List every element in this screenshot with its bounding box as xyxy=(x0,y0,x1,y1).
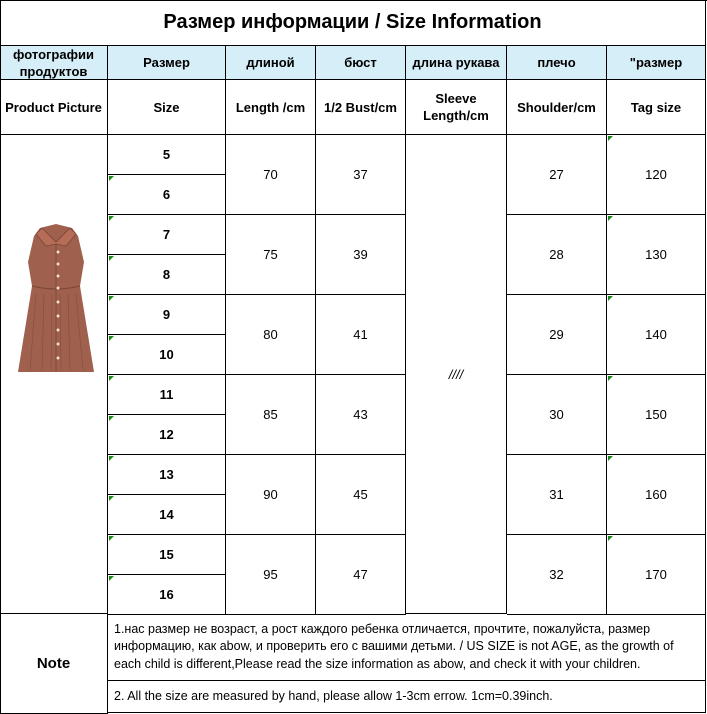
cell-comment-marker xyxy=(109,376,114,381)
length-cell: 90 xyxy=(226,455,316,535)
shoulder-cell: 31 xyxy=(507,455,607,535)
sleeveless-dress-icon xyxy=(6,222,106,384)
bust-cell: 45 xyxy=(316,455,406,535)
size-cell: 9 xyxy=(108,295,226,335)
size-cell: 6 xyxy=(108,175,226,215)
header-ru-size: Размер xyxy=(108,46,226,80)
bust-cell: 41 xyxy=(316,295,406,375)
note-label: Note xyxy=(0,614,108,714)
size-cell: 10 xyxy=(108,335,226,375)
header-en-shoulder: Shoulder/cm xyxy=(507,80,607,135)
header-en-tag-size: Tag size xyxy=(607,80,706,135)
tag-size-cell: 150 xyxy=(607,375,706,455)
shoulder-cell: 27 xyxy=(507,135,607,215)
header-ru-sleeve-length: длина рукава xyxy=(406,46,507,80)
tag-size-cell: 170 xyxy=(607,535,706,615)
cell-comment-marker xyxy=(109,416,114,421)
cell-comment-marker xyxy=(608,376,613,381)
page-title: Размер информации / Size Information xyxy=(0,0,706,46)
size-cell: 14 xyxy=(108,495,226,535)
size-cell: 12 xyxy=(108,415,226,455)
bust-cell: 39 xyxy=(316,215,406,295)
cell-comment-marker xyxy=(608,456,613,461)
cell-comment-marker xyxy=(109,576,114,581)
length-cell: 80 xyxy=(226,295,316,375)
size-cell: 7 xyxy=(108,215,226,255)
cell-comment-marker xyxy=(608,536,613,541)
header-en-length: Length /cm xyxy=(226,80,316,135)
header-ru-shoulder: плечо xyxy=(507,46,607,80)
size-cell: 15 xyxy=(108,535,226,575)
note-text-1: 1.нас размер не возраст, а рост каждого ребенка отличается, прочтите, пожалуйста, размер информацию, как abow, и проверить его с вашими детьми. / US SIZE is not AGE, as the growth of each child is different,Please read the size information as abow, and check it with your children. xyxy=(108,614,706,681)
size-cell: 16 xyxy=(108,575,226,615)
cell-comment-marker xyxy=(109,256,114,261)
header-en-bust: 1/2 Bust/cm xyxy=(316,80,406,135)
cell-comment-marker xyxy=(608,296,613,301)
size-cell: 5 xyxy=(108,135,226,175)
header-en-sleeve-length: Sleeve Length/cm xyxy=(406,80,507,135)
header-en-product-picture: Product Picture xyxy=(0,80,108,135)
tag-size-cell: 160 xyxy=(607,455,706,535)
bust-cell: 37 xyxy=(316,135,406,215)
header-ru-bust: бюст xyxy=(316,46,406,80)
cell-comment-marker xyxy=(109,216,114,221)
header-ru-product-picture: фотографии продуктов xyxy=(0,46,108,80)
tag-size-cell: 130 xyxy=(607,215,706,295)
cell-comment-marker xyxy=(109,536,114,541)
sleeve-length-cell: //// xyxy=(406,135,507,614)
cell-comment-marker xyxy=(109,336,114,341)
bust-cell: 43 xyxy=(316,375,406,455)
shoulder-cell: 30 xyxy=(507,375,607,455)
shoulder-cell: 28 xyxy=(507,215,607,295)
tag-size-cell: 140 xyxy=(607,295,706,375)
bust-cell: 47 xyxy=(316,535,406,615)
length-cell: 75 xyxy=(226,215,316,295)
cell-comment-marker xyxy=(608,136,613,141)
cell-comment-marker xyxy=(109,296,114,301)
cell-comment-marker xyxy=(109,456,114,461)
length-cell: 70 xyxy=(226,135,316,215)
header-en-size: Size xyxy=(108,80,226,135)
header-ru-tag-size: "размер xyxy=(607,46,706,80)
size-cell: 11 xyxy=(108,375,226,415)
note-text-2: 2. All the size are measured by hand, please allow 1-3cm errow. 1cm=0.39inch. xyxy=(108,681,706,713)
cell-comment-marker xyxy=(608,216,613,221)
shoulder-cell: 29 xyxy=(507,295,607,375)
shoulder-cell: 32 xyxy=(507,535,607,615)
tag-size-cell: 120 xyxy=(607,135,706,215)
size-cell: 13 xyxy=(108,455,226,495)
header-ru-length: длиной xyxy=(226,46,316,80)
length-cell: 85 xyxy=(226,375,316,455)
length-cell: 95 xyxy=(226,535,316,615)
cell-comment-marker xyxy=(109,176,114,181)
cell-comment-marker xyxy=(109,496,114,501)
size-cell: 8 xyxy=(108,255,226,295)
